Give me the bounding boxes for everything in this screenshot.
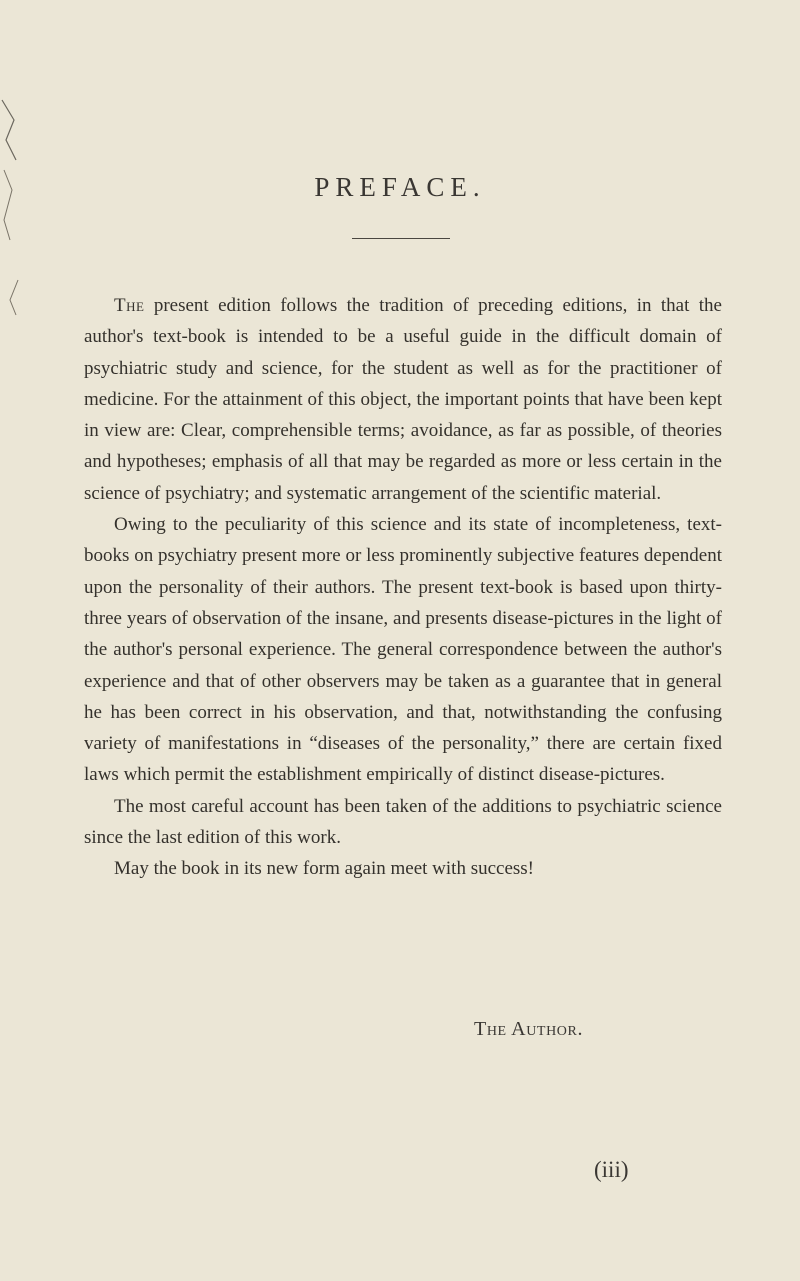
paragraph-2: Owing to the peculiarity of this science and its state of incompleteness, text-books on psychiatry present more or less prominently subjective features dependent upon the personality of their authors. The present text-book is based upon thirty-three years of observation of the insane, and presents disease-pictures in the light of the author's personal experience. The general correspondence between the author's experience and that of other observers may be taken as a guarantee that in general he has been correct in his observation, and that, notwithstanding the confusing variety of manifestations in “diseases of the personality,” there are certain fixed laws which permit the establishment empirically of distinct disease-pictures. bbox=[84, 514, 722, 786]
preface-body bbox=[84, 290, 722, 885]
title-rule bbox=[352, 238, 450, 239]
paragraph-4: May the book in its new form again meet with success! bbox=[114, 858, 535, 880]
paragraph-1 bbox=[84, 290, 722, 509]
page-title: PREFACE. bbox=[314, 172, 486, 202]
binding-edge-marks bbox=[0, 90, 30, 330]
paragraph-3: The most careful account has been taken of the additions to psychiatric science since the last edition of this work. bbox=[84, 795, 722, 849]
page-number: (iii) bbox=[594, 1157, 629, 1182]
author-signature: The Author. bbox=[474, 1018, 584, 1040]
paragraph-1-text: present edition follows the tradition of preceding editions, in that the author's text-book is intended to be a useful guide in the difficult domain of psychiatric study and science, for the student as well as for the practitioner of medicine. For the attainment of this object, the important points that have been kept in view are: Clear, comprehensible terms; avoidance, as far as possible, of theories and hypotheses; emphasis of all that may be regarded as more or less certain in the science of psychiatry; and systematic arrangement of the scientific material. bbox=[84, 295, 722, 504]
paragraph-1-lead: The bbox=[114, 295, 145, 316]
